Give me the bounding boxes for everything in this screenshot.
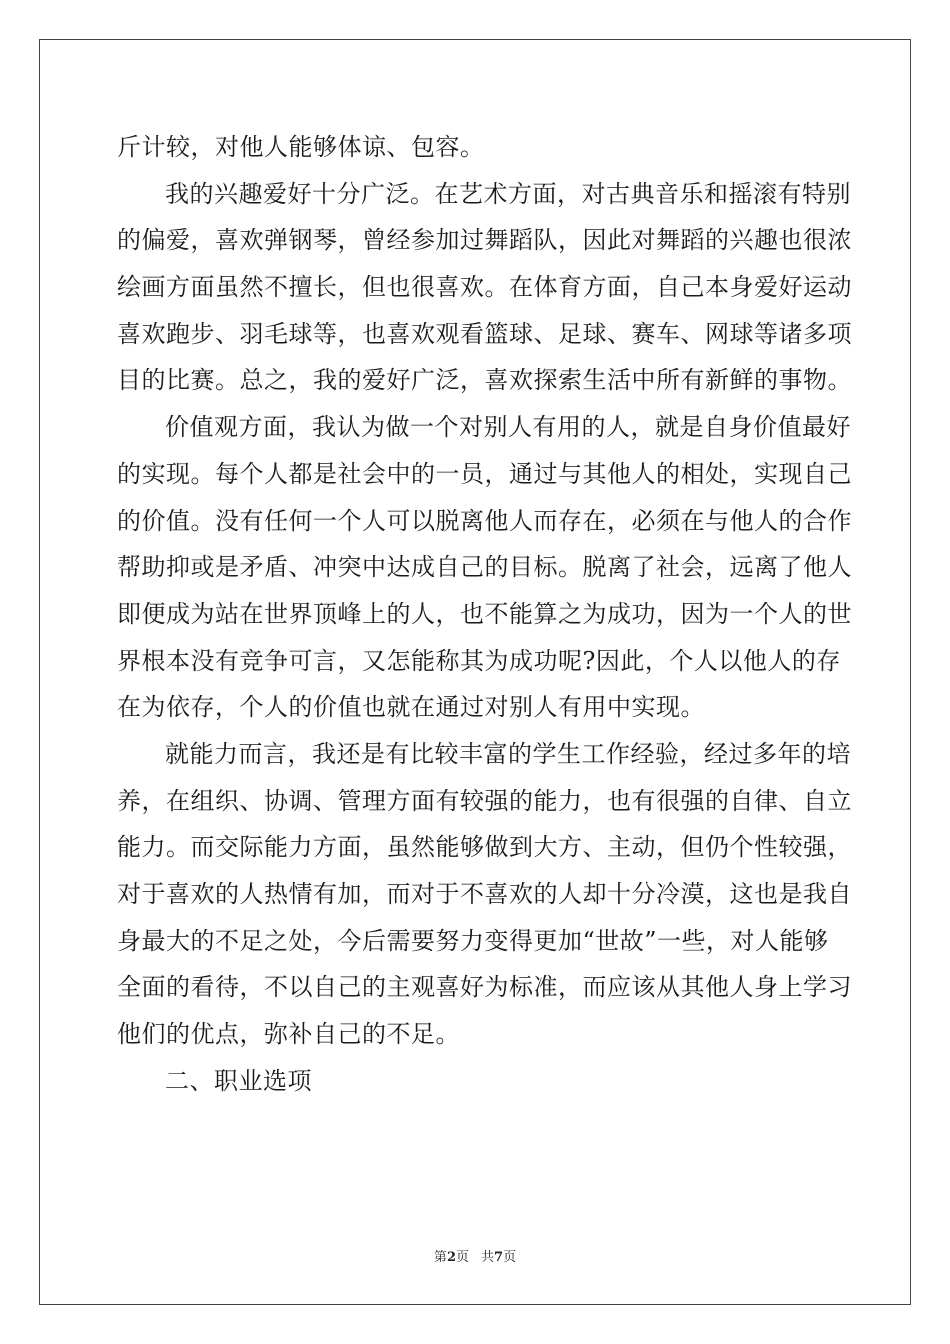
total-suffix: 页 xyxy=(503,1250,517,1265)
text-line: 绘画方面虽然不擅长，但也很喜欢。在体育方面，自己本身爱好运动 xyxy=(117,273,852,302)
text-line: 帮助抑或是矛盾、冲突中达成自己的目标。脱离了社会，远离了他人 xyxy=(117,553,852,582)
text-line: 我的兴趣爱好十分广泛。在艺术方面，对古典音乐和摇滚有特别 xyxy=(165,179,851,208)
text-line: 价值观方面，我认为做一个对别人有用的人，就是自身价值最好 xyxy=(165,413,851,442)
text-line: 在为依存，个人的价值也就在通过对别人有用中实现。 xyxy=(117,693,705,722)
text-line: 即便成为站在世界顶峰上的人，也不能算之为成功，因为一个人的世 xyxy=(117,599,852,628)
text-line: 身最大的不足之处，今后需要努力变得更加“世故”一些，对人能够 xyxy=(117,926,829,955)
page-footer xyxy=(0,1246,950,1265)
text-line: 的实现。每个人都是社会中的一员，通过与其他人的相处，实现自己 xyxy=(117,459,852,488)
text-line: 养，在组织、协调、管理方面有较强的能力，也有很强的自律、自立 xyxy=(117,786,852,815)
document-body xyxy=(117,124,852,1104)
page-total: 7 xyxy=(494,1250,504,1265)
section-heading: 二、职业选项 xyxy=(165,1066,312,1095)
text-line: 对于喜欢的人热情有加，而对于不喜欢的人却十分冷漠，这也是我自 xyxy=(117,880,852,908)
text-line: 界根本没有竞争可言，又怎能称其为成功呢?因此，个人以他人的存 xyxy=(117,646,841,675)
page-suffix: 页 xyxy=(455,1250,469,1265)
text-line: 就能力而言，我还是有比较丰富的学生工作经验，经过多年的培 xyxy=(165,739,851,768)
text-line: 斤计较，对他人能够体谅、包容。 xyxy=(117,133,485,161)
page-current: 2 xyxy=(446,1250,456,1265)
text-line: 全面的看待，不以自己的主观喜好为标准，而应该从其他人身上学习 xyxy=(117,973,852,1002)
text-line: 目的比赛。总之，我的爱好广泛，喜欢探索生活中所有新鲜的事物。 xyxy=(117,366,852,395)
text-line: 他们的优点，弥补自己的不足。 xyxy=(117,1020,460,1049)
text-line: 的偏爱，喜欢弹钢琴，曾经参加过舞蹈队，因此对舞蹈的兴趣也很浓 xyxy=(117,226,852,255)
page-prefix: 第 xyxy=(433,1250,447,1265)
text-line: 能力。而交际能力方面，虽然能够做到大方、主动，但仍个性较强， xyxy=(117,833,852,862)
text-line: 的价值。没有任何一个人可以脱离他人而存在，必须在与他人的合作 xyxy=(117,506,852,535)
total-prefix: 共 xyxy=(481,1250,495,1265)
text-line: 喜欢跑步、羽毛球等，也喜欢观看篮球、足球、赛车、网球等诸多项 xyxy=(117,319,852,348)
